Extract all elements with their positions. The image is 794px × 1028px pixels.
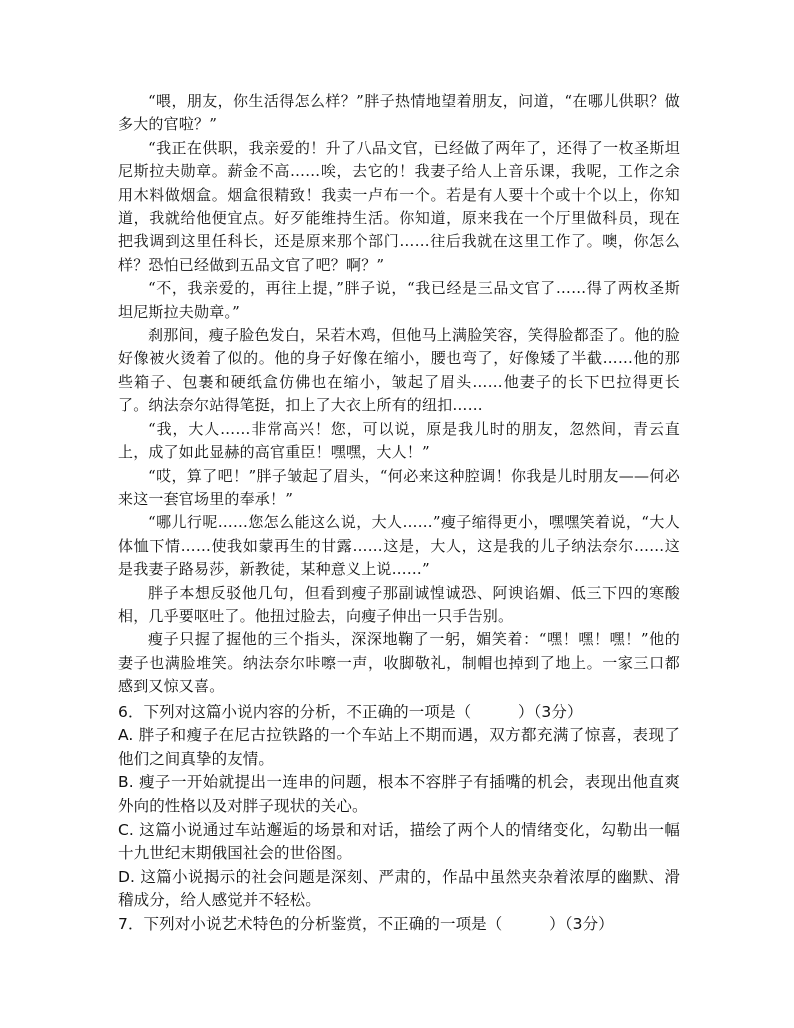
story-paragraph: “喂，朋友，你生活得怎么样？”胖子热情地望着朋友，问道，“在哪儿供职？做多大的官啦？”: [118, 92, 680, 134]
question-block: [118, 701, 680, 937]
option-c: C. 这篇小说通过车站邂逅的场景和对话，描绘了两个人的情绪变化，勾勒出一幅十九世纪末期俄国社会的世俗图。: [118, 820, 680, 863]
document-page: [118, 90, 680, 937]
option-b: B. 瘦子一开始就提出一连串的问题，根本不容胖子有插嘴的机会，表现出他直爽外向的性格以及对胖子现状的关心。: [118, 773, 680, 815]
story-paragraph: “不，我亲爱的，再往上提，”胖子说，“我已经是三品文官了……得了两枚圣斯坦尼斯拉夫勋章。”: [118, 279, 680, 321]
option-a: A. 胖子和瘦子在尼古拉铁路的一个车站上不期而遇，双方都充满了惊喜，表现了他们之间真挚的友情。: [118, 726, 680, 768]
story-text: [118, 90, 680, 699]
story-paragraph: “哪儿行呢……您怎么能这么说，大人……”瘦子缩得更小，嘿嘿笑着说，“大人体恤下情……使我如蒙再生的甘露……这是，大人，这是我的儿子纳法奈尔……这是我妻子路易莎，新教徒，某种意义上说……”: [118, 513, 680, 579]
story-paragraph: 刹那间，瘦子脸色发白，呆若木鸡，但他马上满脸笑容，笑得脸都歪了。他的脸好像被火烫着了似的。他的身子好像在缩小，腰也弯了，好像矮了半截……他的那些箱子、包裹和硬纸盒仿佛也在缩小，皱起了眉头……他妻子的长下巴拉得更长了。纳法奈尔站得笔挺，扣上了大衣上所有的纽扣……: [118, 326, 681, 415]
story-paragraph: “哎，算了吧！”胖子皱起了眉头，“何必来这种腔调！你我是儿时朋友——何必来这一套官场里的奉承！”: [118, 466, 680, 508]
question-6-stem: 6．下列对这篇小说内容的分析，不正确的一项是（ ）（3分）: [118, 702, 583, 721]
story-paragraph: “我正在供职，我亲爱的！升了八品文官，已经做了两年了，还得了一枚圣斯坦尼斯拉夫勋章。薪金不高……唉，去它的！我妻子给人上音乐课，我呢，工作之余用木料做烟盒。烟盒很精致！我卖一卢布一个。若是有人要十个或十个以上，你知道，我就给他便宜点。好歹能维持生活。你知道，原来我在一个厅里做科员，现在把我调到这里任科长，还是原来那个部门……往后我就在这里工作了。噢，你怎么样？恐怕已经做到五品文官了吧？啊？”: [118, 138, 680, 274]
story-paragraph: 胖子本想反驳他几句，但看到瘦子那副诚惶诚恐、阿谀谄媚、低三下四的寒酸相，几乎要呕吐了。他扭过脸去，向瘦子伸出一只手告别。: [118, 583, 680, 625]
story-paragraph: 瘦子只握了握他的三个指头，深深地鞠了一躬，媚笑着：“嘿！嘿！嘿！”他的妻子也满脸堆笑。纳法奈尔咔嚓一声，收脚敬礼，制帽也掉到了地上。一家三口都感到又惊又喜。: [118, 630, 680, 696]
story-paragraph: “我，大人……非常高兴！您，可以说，原是我儿时的朋友，忽然间，青云直上，成了如此显赫的高官重臣！嘿嘿，大人！”: [118, 419, 680, 462]
question-7-stem: 7．下列对小说艺术特色的分析鉴赏，不正确的一项是（ ）（3分）: [118, 914, 614, 933]
option-d: D. 这篇小说揭示的社会问题是深刻、严肃的，作品中虽然夹杂着浓厚的幽默、滑稽成分，给人感觉并不轻松。: [118, 867, 680, 910]
